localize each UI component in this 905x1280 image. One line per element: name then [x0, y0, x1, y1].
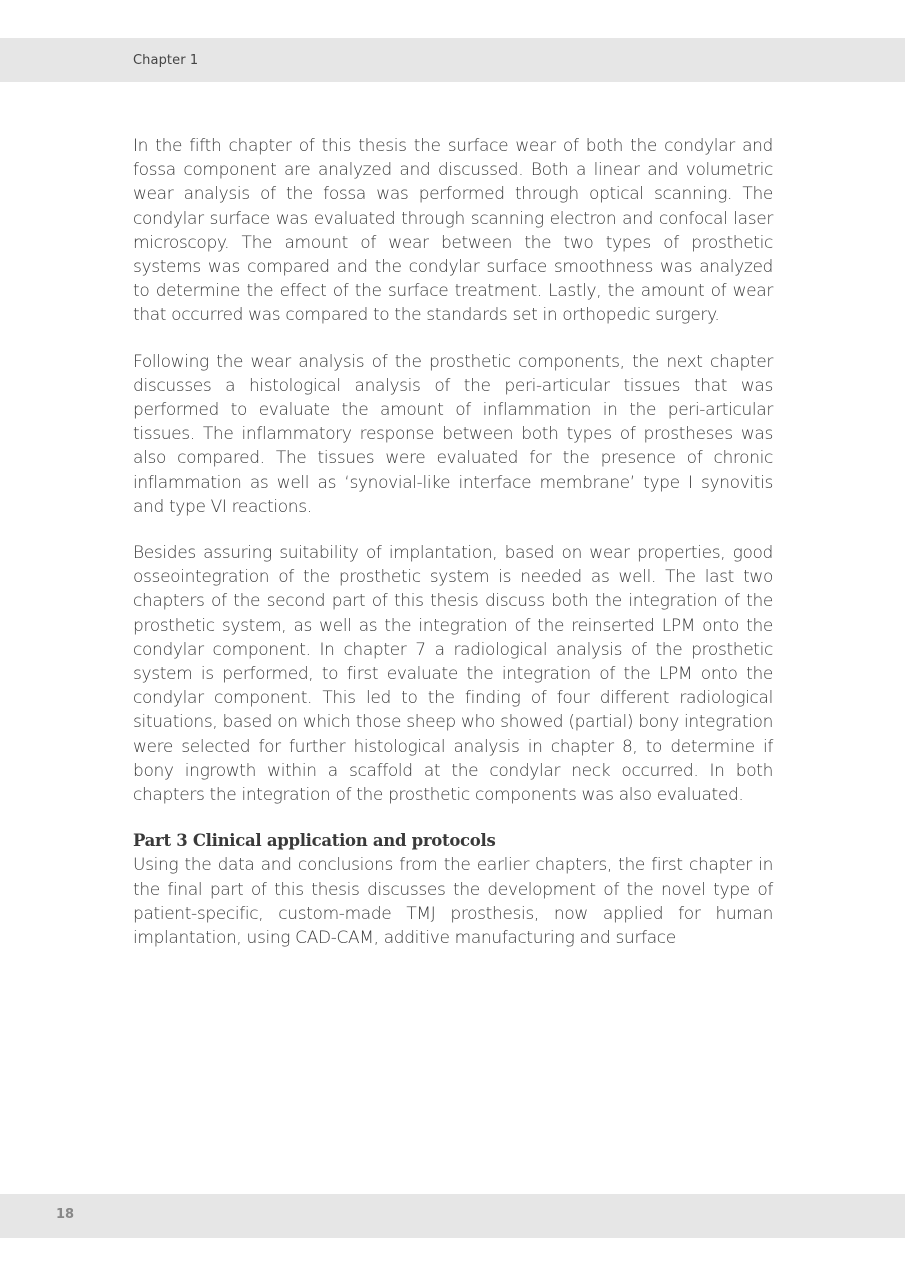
paragraph-chapters-7-8-summary: Besides assuring suitability of implantation, based on wear properties, good osseointegration of the prosthetic system is needed as well. The last two chapters of the second part of this thesis discuss both the integration of the prosthetic system, as well as the integration of the reinserted LPM onto the condylar component. In chapter 7 a radiological analysis of the prosthetic system is performed, to first evaluate the integration of the LPM onto the condylar component. This led to the finding of four different radiological situations, based on which those sheep who showed (partial) bony integration were selected for further histological analysis in chapter 8, to determine if bony ingrowth within a scaffold at the condylar neck occurred. In both chapters the integration of the prosthetic components was also evaluated. — [133, 543, 773, 806]
paragraph-part-3-intro: Using the data and conclusions from the earlier chapters, the first chapter in the final part of this thesis discusses the development of the novel type of patient-specific, custom-made TMJ prosthesis, now applied for human implantation, using CAD-CAM, additive manufacturing and surface — [133, 855, 773, 949]
paragraph-chapter-5-summary: In the fifth chapter of this thesis the surface wear of both the condylar and fossa component are analyzed and discussed. Both a linear and volumetric wear analysis of the fossa was performed through optical scanning. The condylar surface was evaluated through scanning electron and confocal laser microscopy. The amount of wear between the two types of prosthetic systems was compared and the condylar surface smoothness was analyzed to determine the effect of the surface treatment. Lastly, the amount of wear that occurred was compared to the standards set in orthopedic surgery. — [133, 136, 773, 326]
paragraph-chapter-6-summary: Following the wear analysis of the prosthetic components, the next chapter discusses a histological analysis of the peri-articular tissues that was performed to evaluate the amount of inflammation in the peri-articular tissues. The inflammatory response between both types of prostheses was also compared. The tissues were evaluated for the presence of chronic inflammation as well as ‘synovial-like interface membrane’ type I synovitis and type VI reactions. — [133, 351, 773, 517]
chapter-label: Chapter 1 — [133, 53, 199, 68]
page-number: 18 — [56, 1207, 75, 1222]
running-footer — [0, 1194, 905, 1238]
body-text — [133, 134, 773, 950]
section-heading-part-3: Part 3 Clinical application and protocols — [133, 831, 496, 851]
